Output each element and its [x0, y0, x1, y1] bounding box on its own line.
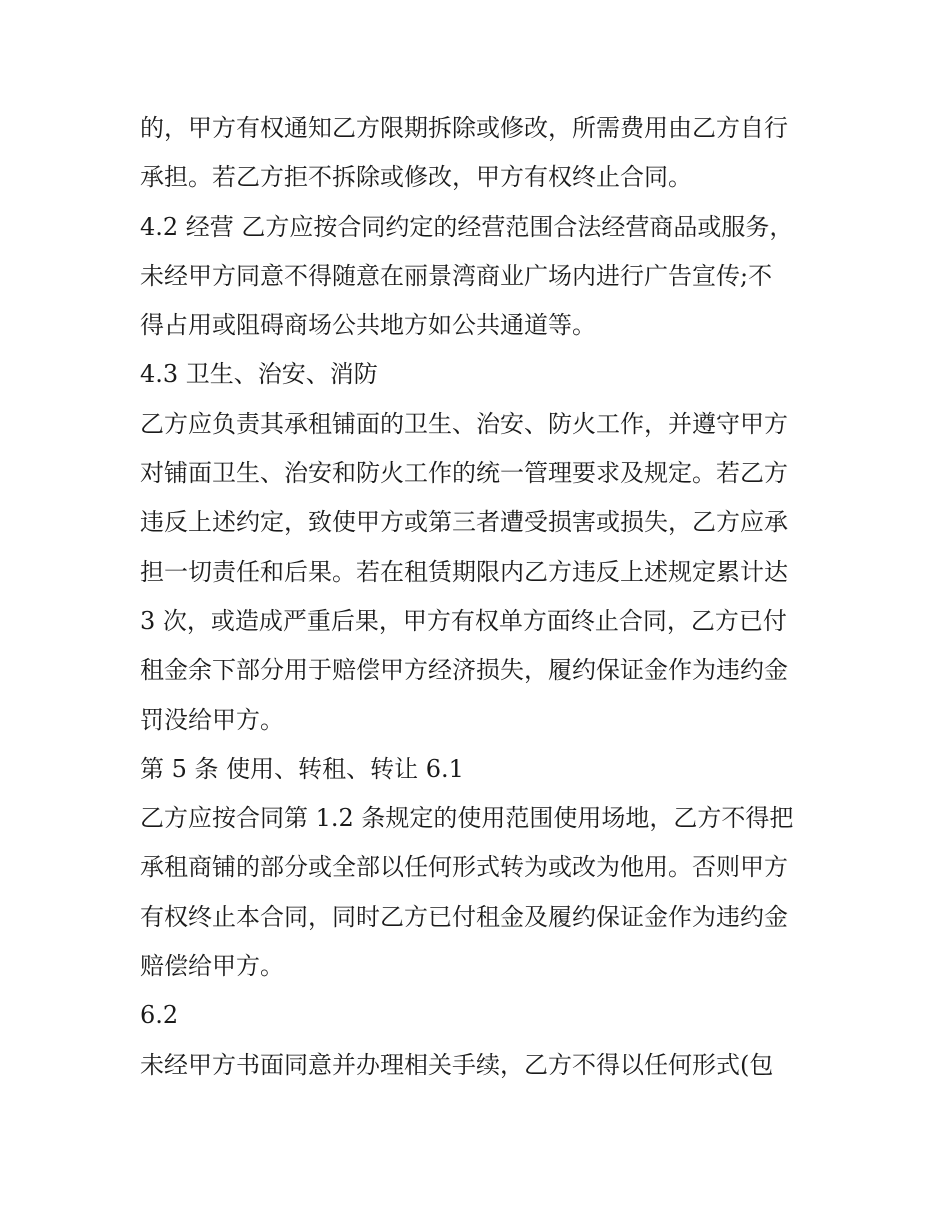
section-heading: 4.3 卫生、治安、消防	[140, 360, 378, 389]
text-line: 得占用或阻碍商场公共地方如公共通道等。	[140, 311, 596, 340]
text-line: 承租商铺的部分或全部以任何形式转为或改为他用。否则甲方	[140, 853, 788, 882]
text-line: 罚没给甲方。	[140, 705, 284, 734]
section-heading: 第 5 条 使用、转租、转让 6.1	[140, 754, 464, 783]
text-line: 违反上述约定，致使甲方或第三者遭受损害或损失，乙方应承	[140, 508, 788, 537]
text-line: 未经甲方同意不得随意在丽景湾商业广场内进行广告宣传;不	[140, 261, 773, 290]
text-line: 未经甲方书面同意并办理相关手续，乙方不得以任何形式(包	[140, 1050, 774, 1079]
text-line: 承担。若乙方拒不拆除或修改，甲方有权终止合同。	[140, 163, 692, 192]
section-heading: 6.2	[140, 1001, 179, 1030]
text-line: 乙方应按合同第 1.2 条规定的使用范围使用场地，乙方不得把	[140, 804, 794, 833]
text-line: 乙方应负责其承租铺面的卫生、治安、防火工作，并遵守甲方	[140, 409, 788, 438]
text-line: 4.2 经营 乙方应按合同约定的经营范围合法经营商品或服务，	[140, 212, 794, 241]
text-line: 租金余下部分用于赔偿甲方经济损失，履约保证金作为违约金	[140, 656, 788, 685]
text-line: 3 次，或造成严重后果，甲方有权单方面终止合同，乙方已付	[140, 606, 787, 635]
text-line: 担一切责任和后果。若在租赁期限内乙方违反上述规定累计达	[140, 557, 788, 586]
text-line: 有权终止本合同，同时乙方已付租金及履约保证金作为违约金	[140, 902, 788, 931]
text-line: 的，甲方有权通知乙方限期拆除或修改，所需费用由乙方自行	[140, 114, 788, 142]
text-line: 对铺面卫生、治安和防火工作的统一管理要求及规定。若乙方	[140, 459, 788, 488]
document-body	[140, 104, 820, 1090]
text-line: 赔偿给甲方。	[140, 952, 284, 981]
